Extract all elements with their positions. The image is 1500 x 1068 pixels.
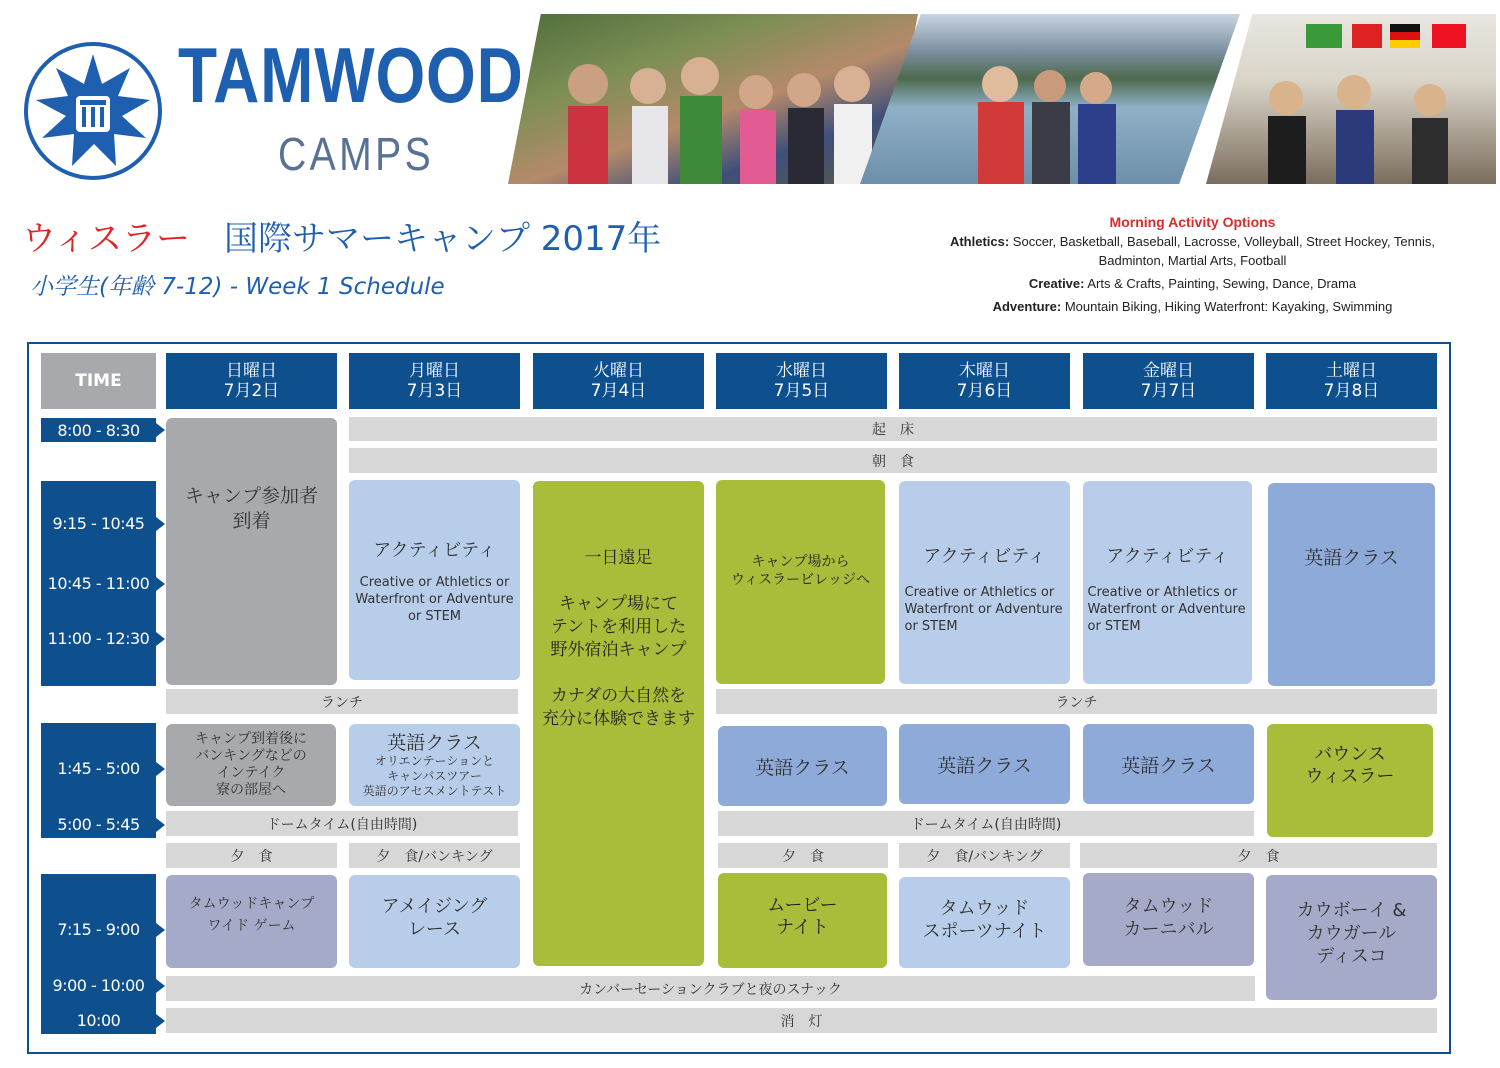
dinner-bar-sun: 夕 食: [166, 843, 337, 868]
activity-cell-mon: [349, 480, 520, 680]
athletics-line-2: Badminton, Martial Arts, Football: [1098, 253, 1287, 268]
adventure-label: Adventure:: [992, 299, 1062, 314]
lunch-bar-left: ランチ: [166, 689, 518, 714]
time-label: 10:00: [76, 1011, 121, 1030]
day-header-mon: [349, 353, 520, 409]
disco-cell: [1266, 875, 1437, 1000]
english-class-thu: [899, 724, 1070, 804]
disco-text: カウボーイ & カウガール ディスコ: [1296, 900, 1407, 967]
title-location: ウィスラー: [22, 219, 224, 259]
dorm-time-bar-right: ドームタイム(自由時間): [718, 811, 1254, 836]
day-date: 7月5日: [773, 381, 830, 401]
tamwood-logo-emblem: [22, 40, 164, 182]
page-title: [22, 214, 742, 264]
day-date: 7月7日: [1140, 381, 1197, 401]
english-class-label: 英語クラス: [1304, 547, 1399, 569]
brand-sub: CAMPS: [278, 128, 435, 180]
activity-options: Creative or Athletics or Waterfront or Adventure or STEM: [1087, 585, 1246, 634]
creative-line: [900, 274, 1485, 293]
wake-up-bar: 起 床: [349, 417, 1437, 441]
day-trip-text: 一日遠足 キャンプ場にて テントを利用した 野外宿泊キャンプ カナダの大自然を 充分に体験できます: [542, 548, 695, 729]
time-block-evening: [41, 874, 156, 1034]
time-label: 10:45 - 11:00: [47, 574, 150, 593]
day-date: 7月3日: [406, 381, 463, 401]
day-name: 火曜日: [593, 361, 644, 381]
time-label: 11:00 - 12:30: [47, 629, 150, 648]
bounce-whistler-text: バウンス ウィスラー: [1305, 744, 1395, 787]
after-arrival-text: キャンプ到着後に バンキングなどの インテイク 寮の部屋へ: [195, 731, 307, 798]
day-name: 水曜日: [776, 361, 827, 381]
day-name: 日曜日: [226, 361, 277, 381]
morning-heading: Morning Activity Options: [1109, 214, 1276, 230]
english-class-label: 英語クラス: [387, 731, 482, 754]
day-date: 7月2日: [223, 381, 280, 401]
sports-night-cell: [899, 877, 1070, 968]
dinner-banking-bar-mon: 夕 食/バンキング: [349, 843, 520, 868]
camp-photo-flags: [1206, 14, 1496, 184]
athletics-label: Athletics:: [949, 234, 1010, 249]
morning-options: [900, 213, 1485, 323]
creative-label: Creative:: [1028, 276, 1085, 291]
sports-night-text: タムウッド スポーツナイト: [922, 898, 1047, 942]
dinner-bar-fri-sat: 夕 食: [1080, 843, 1437, 868]
activity-title: アクティビティ: [923, 546, 1046, 567]
athletics-line: [900, 232, 1485, 251]
dinner-bar-wed: 夕 食: [718, 843, 888, 868]
day-header-wed: [716, 353, 887, 409]
camp-photo-costumes: [508, 14, 918, 184]
carnival-cell: [1083, 873, 1254, 966]
breakfast-bar: 朝 食: [349, 448, 1437, 473]
day-name: 月曜日: [409, 361, 460, 381]
movie-night-text: ムービー ナイト: [767, 895, 838, 938]
title-program: 国際サマーキャンプ 2017年: [223, 219, 662, 259]
time-label: 5:00 - 5:45: [57, 815, 140, 834]
dinner-banking-bar-thu: 夕 食/バンキング: [899, 843, 1070, 868]
village-trip-text: キャンプ場から ウィスラービレッジへ: [730, 554, 871, 588]
activity-cell-thu: [899, 481, 1070, 684]
wide-game-cell: [166, 875, 337, 968]
english-class-fri: [1083, 724, 1254, 804]
english-class-sat-morning: [1268, 483, 1435, 686]
day-header-sat: [1266, 353, 1437, 409]
time-label: 8:00 - 8:30: [57, 421, 140, 440]
creative-text: Arts & Crafts, Painting, Sewing, Dance, Drama: [1087, 276, 1357, 291]
time-label: 9:15 - 10:45: [52, 514, 145, 533]
day-header-fri: [1083, 353, 1254, 409]
english-class-mon: [349, 724, 520, 806]
time-label: 9:00 - 10:00: [52, 976, 145, 995]
bounce-whistler-cell: [1267, 724, 1433, 837]
day-name: 木曜日: [959, 361, 1010, 381]
english-class-label: 英語クラス: [1121, 754, 1216, 777]
activity-cell-fri: [1083, 481, 1252, 684]
activity-title: アクティビティ: [1106, 546, 1229, 567]
lights-out-bar: 消 灯: [166, 1008, 1437, 1033]
arrival-cell: [166, 418, 337, 685]
day-date: 7月6日: [956, 381, 1013, 401]
day-header-sun: [166, 353, 337, 409]
amazing-race-cell: [349, 875, 520, 968]
time-block-morning: [41, 481, 156, 686]
time-label: 1:45 - 5:00: [57, 759, 140, 778]
day-date: 7月4日: [590, 381, 647, 401]
time-header: TIME: [41, 353, 156, 409]
english-class-label: 英語クラス: [755, 756, 850, 779]
day-header-thu: [899, 353, 1070, 409]
adventure-line: [900, 297, 1485, 316]
wide-game-text: タムウッドキャンプ ワイド ゲーム: [188, 896, 315, 934]
village-trip-cell: [716, 480, 885, 684]
time-block-morning-wake: [41, 418, 156, 442]
carnival-text: タムウッド カーニバル: [1123, 896, 1214, 940]
camp-photo-lake: [860, 14, 1240, 184]
adventure-text: Mountain Biking, Hiking Waterfront: Kayaking, Swimming: [1064, 299, 1393, 314]
dorm-time-bar-left: ドームタイム(自由時間): [166, 811, 518, 836]
brand-name: TAMWOOD: [178, 31, 524, 119]
activity-title: アクティビティ: [373, 539, 496, 561]
day-name: 土曜日: [1326, 361, 1377, 381]
orientation-text: オリエンテーションと キャンパスツアー 英語のアセスメントテスト: [362, 753, 507, 798]
lunch-bar-right: ランチ: [716, 689, 1437, 714]
activity-options: Creative or Athletics or Waterfront or Adventure or STEM: [355, 574, 514, 624]
day-date: 7月8日: [1323, 381, 1380, 401]
day-header-tue: [533, 353, 704, 409]
title-text: [22, 219, 661, 259]
conversation-club-bar: カンバーセーションクラブと夜のスナック: [166, 976, 1255, 1001]
page-subtitle: 小学生(年齢 7-12) - Week 1 Schedule: [30, 274, 445, 300]
day-name: 金曜日: [1143, 361, 1194, 381]
day-trip-cell: [533, 481, 704, 966]
amazing-race-text: アメイジング レース: [381, 896, 488, 940]
activity-options: Creative or Athletics or Waterfront or Adventure or STEM: [904, 585, 1063, 634]
after-arrival-cell: [166, 724, 336, 806]
english-class-wed: [718, 726, 887, 806]
arrival-text: キャンプ参加者 到着: [184, 485, 318, 532]
athletics-text: Soccer, Basketball, Baseball, Lacrosse, Volleyball, Street Hockey, Tennis,: [1012, 234, 1436, 249]
movie-night-cell: [718, 873, 887, 968]
time-label: 7:15 - 9:00: [57, 920, 140, 939]
time-block-afternoon: [41, 723, 156, 838]
english-class-label: 英語クラス: [937, 754, 1032, 777]
